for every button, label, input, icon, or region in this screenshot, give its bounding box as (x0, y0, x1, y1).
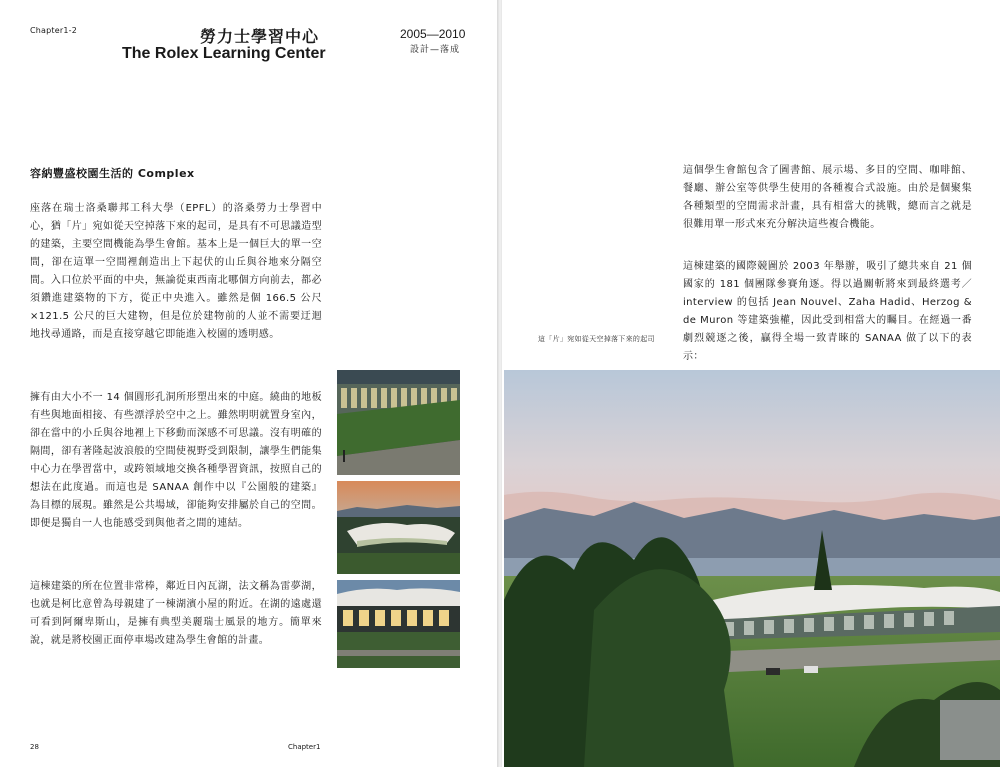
right-page (502, 0, 1000, 767)
body-paragraph-3: 這棟建築的所在位置非常棒，鄰近日內瓦湖，法文稱為雷夢湖，也就是柯比意曾為母親建了一棟湖濱小屋的附近。在湖的遠處還可看到阿爾卑斯山，是擁有典型美麗瑞士風景的地方。簡單來說，就是將校園正面停車場改建為學生會館的計畫。 (30, 581, 322, 646)
body-paragraph-1: 座落在瑞士洛桑聯邦工科大學（EPFL）的洛桑勞力士學習中心，猶「片」宛如從天空掉落下來的起司，是具有不可思議造型的建築，主要空間機能為學生會館。基本上是一個巨大的單一空間，卻在這單一空間裡創造出上下起伏的山丘與谷地來分隔空間。入口位於平面的中央，無論從東西南北哪個方向前去，都必須鑽進建築物的下方，從正中央進入。雖然是個 166.5 公尺 ×121.5 公尺的巨大建物，但是位於建物前的人並不需要迂迴地找尋通路，而是直接穿越它即能進入校園的透明感。 (30, 203, 322, 340)
page-number: 28 (30, 743, 39, 751)
section-heading: 容納豐盛校園生活的 Complex (30, 167, 195, 180)
chapter-label: Chapter1-2 (30, 26, 78, 35)
title-chinese: 勞力士學習中心 (200, 27, 320, 46)
photo-facade-lawn (337, 370, 460, 475)
photo-night-facade (337, 580, 460, 668)
body-paragraph-right-2: 這棟建築的國際競圖於 2003 年舉辦，吸引了總共來自 21 個國家的 181 個團隊參賽角逐。得以過關斬將來到最終選考／interview 的包括 Jean Nouvel、Zaha Hadid、Herzog & de Muron 等建築強權，因此受到相當大的矚目。在經過一番劇烈競逐之後，贏得全場一致青睞的 SANAA 做了以下的表示： (683, 261, 972, 362)
body-paragraph-2: 擁有由大小不一 14 個圓形孔洞所形塑出來的中庭。繞曲的地板有些與地面相接、有些漂浮於空中之上。雖然明明就置身室內，卻在當中的小丘與谷地裡上下移動而深感不可思議。沒有明確的隔間，卻有著隆起波浪般的空間使視野受到限制，讓學生們能集中心力在學習當中，或跨領域地交換各種學習資訊，按照自己的想法在此度過。而這也是 SANAA 創作中以『公園般的建築』為目標的展現。雖然是公共場域，卻能夠安排屬於自己的空間。即便是獨自一人也能感受到與他者之間的連結。 (30, 392, 322, 529)
running-footer: Chapter1 (288, 743, 321, 751)
project-years: 2005—2010 (400, 27, 466, 41)
photo-caption: 這「片」宛如從天空掉落下來的起司 (538, 335, 655, 343)
title-english: The Rolex Learning Center (122, 45, 326, 62)
photo-aerial-dusk (337, 481, 460, 574)
project-phase: 設計—落成 (410, 45, 461, 55)
body-paragraph-right-1: 這個學生會館包含了圖書館、展示場、多目的空間、咖啡館、餐廳、辦公室等供學生使用的各種複合式設施。由於是個聚集各種類型的空間需求計畫，具有相當大的挑戰，總而言之就是很難用單一形式來充分解決這些複合機能。 (683, 165, 972, 230)
left-page (0, 0, 497, 767)
photo-lake-mountains (504, 370, 1000, 767)
